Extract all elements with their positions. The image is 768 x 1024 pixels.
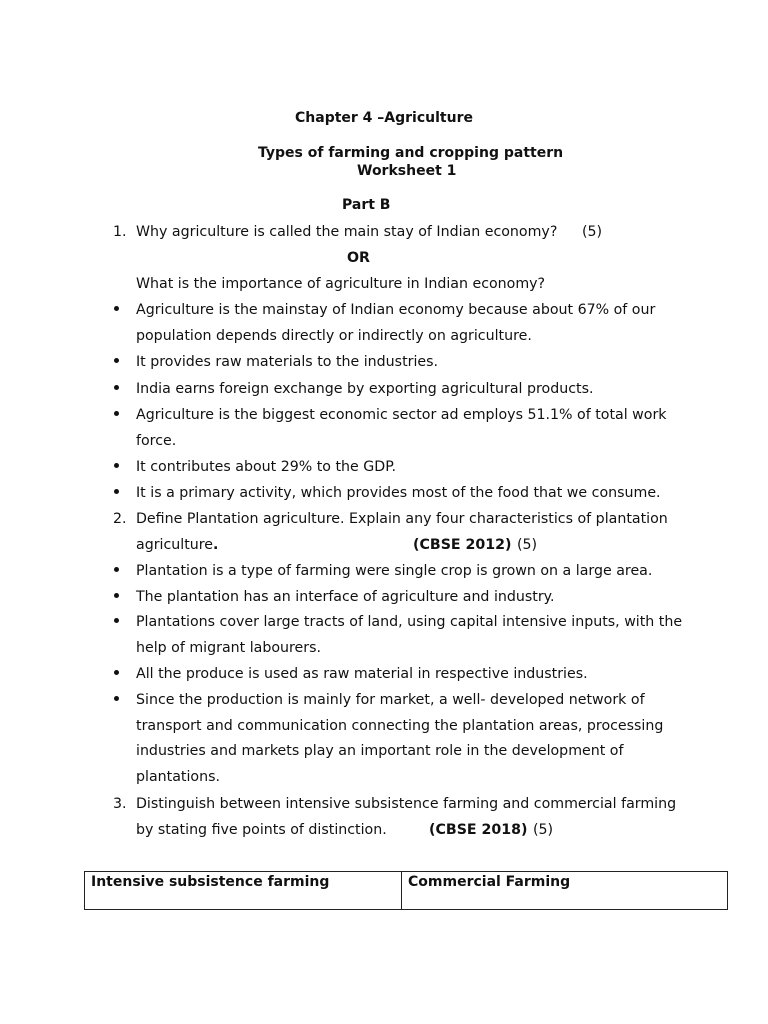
bullet-icon (114, 567, 119, 572)
bullet-icon (114, 593, 119, 598)
question-2-source: (CBSE 2012) (413, 537, 512, 553)
q2-point-2: The plantation has an interface of agriculture and industry. (136, 589, 555, 605)
question-3-marks: (5) (533, 822, 554, 838)
bullet-icon (114, 411, 119, 416)
q1-point-1-line-1: Agriculture is the mainstay of Indian economy because about 67% of our (136, 302, 656, 318)
q2-point-3-line-2: help of migrant labourers. (136, 640, 322, 656)
question-3-line-1: Distinguish between intensive subsistence farming and commercial farming (136, 796, 677, 812)
question-2-line-1: Define Plantation agriculture. Explain any four characteristics of plantation (136, 511, 668, 527)
question-2-number: 2. (113, 511, 127, 527)
question-2-dot: . (213, 537, 219, 553)
question-2-marks: (5) (517, 537, 538, 553)
bullet-icon (114, 306, 119, 311)
part-heading: Part B (342, 197, 391, 213)
q2-point-5-line-1: Since the production is mainly for market, a well- developed network of (136, 692, 645, 708)
or-separator: OR (347, 250, 370, 266)
bullet-icon (114, 385, 119, 390)
q1-point-4-line-1: Agriculture is the biggest economic sector ad employs 51.1% of total work (136, 407, 667, 423)
q2-point-5-line-3: industries and markets play an important role in the development of (136, 743, 624, 759)
q1-point-5: It contributes about 29% to the GDP. (136, 459, 397, 475)
question-1-text: Why agriculture is called the main stay of Indian economy? (136, 224, 558, 240)
bullet-icon (114, 358, 119, 363)
q2-point-4: All the produce is used as raw material in respective industries. (136, 666, 588, 682)
question-1-alt: What is the importance of agriculture in Indian economy? (136, 276, 546, 292)
q2-point-3-line-1: Plantations cover large tracts of land, using capital intensive inputs, with the (136, 614, 683, 630)
bullet-icon (114, 489, 119, 494)
question-3-number: 3. (113, 796, 127, 812)
question-1-marks: (5) (582, 224, 603, 240)
q1-point-1-line-2: population depends directly or indirectly on agriculture. (136, 328, 532, 344)
q1-point-3: India earns foreign exchange by exporting agricultural products. (136, 381, 594, 397)
worksheet-number: Worksheet 1 (357, 163, 457, 179)
bullet-icon (114, 696, 119, 701)
comparison-table (84, 871, 728, 910)
chapter-title: Chapter 4 –Agriculture (295, 110, 473, 126)
question-2-line-2 (136, 536, 218, 554)
q2-point-5-line-2: transport and communication connecting the plantation areas, processing (136, 718, 664, 734)
q1-point-2: It provides raw materials to the industries. (136, 354, 439, 370)
table-header-intensive: Intensive subsistence farming (85, 872, 402, 909)
q1-point-6: It is a primary activity, which provides most of the food that we consume. (136, 485, 661, 501)
question-2-word: agriculture (136, 537, 214, 553)
bullet-icon (114, 618, 119, 623)
worksheet-subtitle: Types of farming and cropping pattern (258, 145, 564, 161)
q1-point-4-line-2: force. (136, 433, 177, 449)
q2-point-5-line-4: plantations. (136, 769, 220, 785)
table-header-commercial: Commercial Farming (408, 874, 571, 890)
bullet-icon (114, 670, 119, 675)
question-3-source: (CBSE 2018) (429, 822, 528, 838)
q2-point-1: Plantation is a type of farming were single crop is grown on a large area. (136, 563, 653, 579)
bullet-icon (114, 463, 119, 468)
question-1-number: 1. (113, 224, 127, 240)
question-3-line-2: by stating five points of distinction. (136, 822, 387, 838)
